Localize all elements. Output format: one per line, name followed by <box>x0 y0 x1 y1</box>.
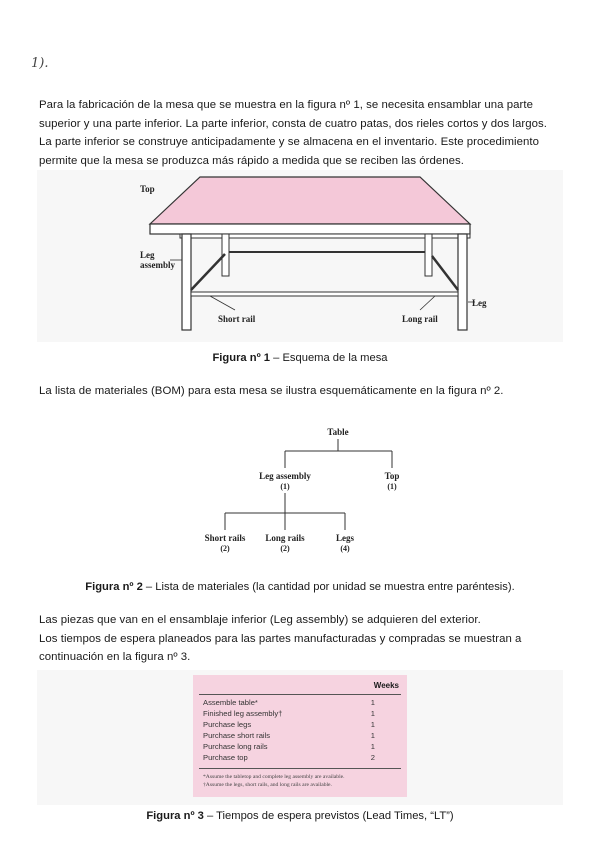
figure3-caption <box>0 810 600 822</box>
intro-paragraph <box>39 96 560 170</box>
bom-legs-qty: (4) <box>340 544 350 553</box>
intro-line: Para la fabricación de la mesa que se muestra en la figura nº 1, se necesita ensamblar una parte <box>39 99 533 111</box>
label-leg-assembly: assembly <box>140 260 176 270</box>
table-row <box>203 720 399 730</box>
lead-time-header <box>193 681 407 695</box>
figure1-table-diagram <box>130 172 490 342</box>
row-weeks: 2 <box>370 753 375 762</box>
purchase-line: continuación en la figura nº 3. <box>39 651 191 664</box>
row-label: Finished leg assembly† <box>203 709 283 718</box>
footnote-legs: †Assume the legs, short rails, and long rails are available. <box>203 782 332 788</box>
row-label: Purchase long rails <box>203 742 268 751</box>
purchase-paragraph <box>39 611 560 667</box>
short-rail <box>432 256 458 290</box>
bom-top-qty: (1) <box>387 482 397 491</box>
figure2-caption-bold: Figura nº 2 <box>85 581 143 593</box>
figure2-bom-tree <box>190 420 420 560</box>
bom-long-rails: Long rails <box>265 533 305 543</box>
figure3-caption-bold: Figura nº 3 <box>146 810 204 822</box>
figure3-caption-text: – Tiempos de espera previstos (Lead Times, “LT”) <box>203 810 454 822</box>
front-leg <box>182 234 191 330</box>
bom-top: Top <box>384 471 400 481</box>
bom-leg-assembly-qty: (1) <box>280 482 290 491</box>
label-leg: Leg <box>472 298 487 308</box>
leader-line <box>210 296 235 310</box>
row-label: Purchase top <box>203 753 248 762</box>
front-long-rail <box>191 292 458 296</box>
row-label: Assemble table* <box>203 698 258 707</box>
intro-line: La parte inferior se construye anticipadamente y se almacena en el inventario. Este procedimiento <box>39 136 539 149</box>
back-leg <box>425 234 432 276</box>
table-row <box>203 731 399 741</box>
table-row <box>203 709 399 719</box>
bom-root-table: Table <box>327 427 349 437</box>
row-weeks: 1 <box>370 742 375 751</box>
header-rule <box>199 694 401 695</box>
bom-line: La lista de materiales (BOM) para esta mesa se ilustra esquemáticamente en la figura nº 2. <box>39 385 504 397</box>
figure1-caption-text: – Esquema de la mesa <box>270 352 388 364</box>
table-row <box>203 742 399 752</box>
weeks-header: Weeks <box>373 681 399 690</box>
table-row <box>203 698 399 708</box>
tabletop-edge <box>150 224 470 234</box>
handwritten-note: 1). <box>31 56 49 71</box>
tabletop <box>150 177 470 224</box>
bom-legs: Legs <box>336 533 354 543</box>
row-label: Purchase legs <box>203 720 252 729</box>
bom-short-rails-qty: (2) <box>220 544 230 553</box>
purchase-line: Las piezas que van en el ensamblaje inferior (Leg assembly) se adquieren del exterior. <box>39 614 481 626</box>
label-top: Top <box>140 184 155 194</box>
front-leg <box>458 234 467 330</box>
footnote-tabletop: *Assume the tabletop and complete leg assembly are available. <box>203 774 345 780</box>
label-short-rail: Short rail <box>218 314 256 324</box>
lead-time-table <box>193 675 407 797</box>
figure2-caption-text: – Lista de materiales (la cantidad por unidad se muestra entre paréntesis). <box>142 581 515 593</box>
row-weeks: 1 <box>370 731 375 740</box>
figure1-caption <box>0 352 600 364</box>
purchase-line: Los tiempos de espera planeados para las partes manufacturadas y compradas se muestran a <box>39 632 522 645</box>
figure1-caption-bold: Figura nº 1 <box>212 352 270 364</box>
row-weeks: 1 <box>370 698 375 707</box>
bom-long-rails-qty: (2) <box>280 544 290 553</box>
row-label: Purchase short rails <box>203 731 271 740</box>
footer-rule <box>199 768 401 769</box>
bom-leg-assembly: Leg assembly <box>259 471 311 481</box>
leader-line <box>420 296 435 310</box>
intro-line: permite que la mesa se produzca más rápido a medida que se reciben las órdenes. <box>39 154 465 167</box>
label-long-rail: Long rail <box>402 314 438 324</box>
row-weeks: 1 <box>370 720 375 729</box>
label-leg-assembly: Leg <box>140 250 155 260</box>
row-weeks: 1 <box>370 709 375 718</box>
short-rail <box>191 254 225 290</box>
figure2-caption <box>0 581 600 593</box>
intro-line: superior y una parte inferior. La parte inferior, consta de cuatro patas, dos rieles cortos y dos largos. <box>39 117 547 130</box>
table-row <box>203 753 399 763</box>
bom-short-rails: Short rails <box>204 533 246 543</box>
bom-paragraph <box>39 382 560 401</box>
